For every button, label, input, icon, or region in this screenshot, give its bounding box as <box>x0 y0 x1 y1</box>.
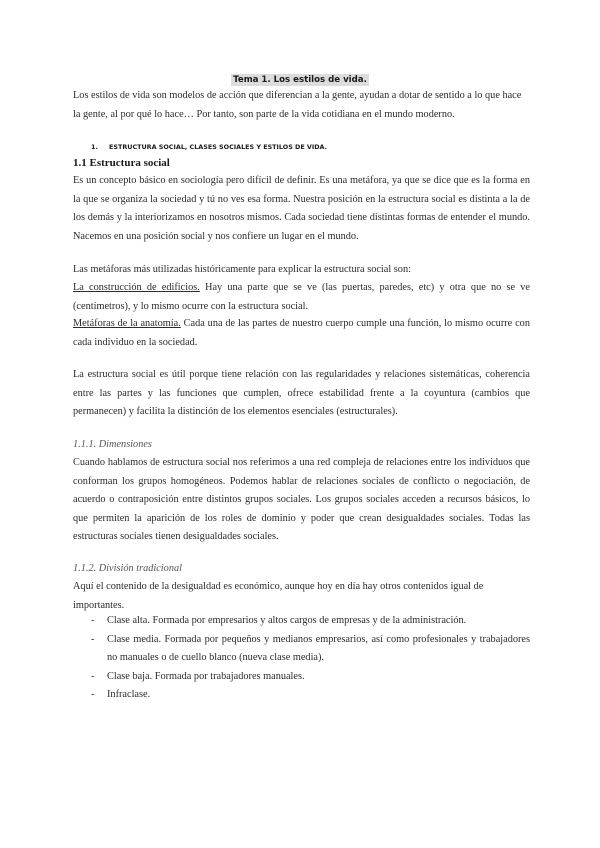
list-item: - Clase alta. Formada por empresarios y altos cargos de empresas y de la administración. <box>73 612 530 631</box>
metaphor-buildings-label: La construcción de edificios. <box>73 282 200 293</box>
list-item: - Infraclase. <box>73 686 530 705</box>
heading-dimensiones: 1.1.1. Dimensiones <box>73 439 152 450</box>
intro-paragraph: Los estilos de vida son modelos de acción que diferencian a la gente, ayudan a dotar de sentido a lo que hace la gente, al por qué lo hace… Por tanto, son parte de la vida cotidiana en el mundo moderno. <box>73 90 522 120</box>
document-title: Tema 1. Los estilos de vida. <box>233 75 367 85</box>
dash-marker: - <box>91 633 95 645</box>
list-item: - Clase baja. Formada por trabajadores manuales. <box>73 668 530 687</box>
dash-marker: - <box>91 615 95 626</box>
dash-marker: - <box>91 670 95 682</box>
metaphor-anatomy-label: Metáforas de la anatomía. <box>73 318 181 329</box>
dash-marker: - <box>91 689 95 701</box>
heading-division-tradicional: 1.1.2. División tradicional <box>73 563 182 574</box>
subsection-heading: 1.1 Estructura social <box>73 157 170 169</box>
list-item: - Clase media. Formada por pequeños y medianos empresarios, así como profesionales y trabajadores no manuales o de cuello blanco (nueva clase media). <box>73 631 530 668</box>
section-title: ESTRUCTURA SOCIAL, CLASES SOCIALES Y ESTILOS DE VIDA. <box>109 143 328 151</box>
paragraph-definition: Es un concepto básico en sociología pero difícil de definir. Es una metáfora, ya que se dice que es la forma en la que se organiza la sociedad y tú no ves esa forma. Nuestra posición en la estructura social es distinta a la de los demás y la interiorizamos en nosotros mismos. Cada sociedad tiene distintas formas de entender el mundo. Nacemos en una posición social y nos confiere un lugar en el mundo. <box>73 175 530 242</box>
paragraph-metaphors-intro: Las metáforas más utilizadas históricamente para explicar la estructura social son: <box>73 264 411 275</box>
paragraph-division: Aquí el contenido de la desigualdad es económico, aunque hoy en día hay otros contenidos igual de importantes. <box>73 581 484 611</box>
metaphor-anatomy-text: Cada una de las partes de nuestro cuerpo cumple una función, lo mismo ocurre con cada individuo en la sociedad. <box>73 318 530 348</box>
metaphor-buildings-text: Hay una parte que se ve (las puertas, paredes, etc) y otra que no se ve (centímetros), y lo mismo ocurre con la estructura social. <box>73 282 530 312</box>
paragraph-usefulness: La estructura social es útil porque tiene relación con las regularidades y relaciones sistemáticas, coherencia entre las partes y las funciones que cumplen, ofrece estabilidad frente a la coyuntura (cambios que permanecen) y facilita la distinción de los elementos esenciales (estructurales). <box>73 369 530 418</box>
section-number: 1. <box>91 143 98 151</box>
paragraph-dimensiones: Cuando hablamos de estructura social nos referimos a una red compleja de relaciones entre los individuos que conforman los grupos homogéneos. Podemos hablar de relaciones sociales de conflicto o negociación, de acuerdo o contraposición entre distintos grupos sociales. Los grupos sociales acceden a recursos básicos, lo que permiten la aparición de los roles de dominio y poder que crean desigualdades sociales. Todas las estructuras sociales tienen desigualdades sociales. <box>73 457 530 543</box>
metaphor-buildings <box>73 279 530 316</box>
class-list <box>73 612 530 705</box>
section-heading <box>91 141 327 153</box>
metaphor-anatomy <box>73 315 530 352</box>
